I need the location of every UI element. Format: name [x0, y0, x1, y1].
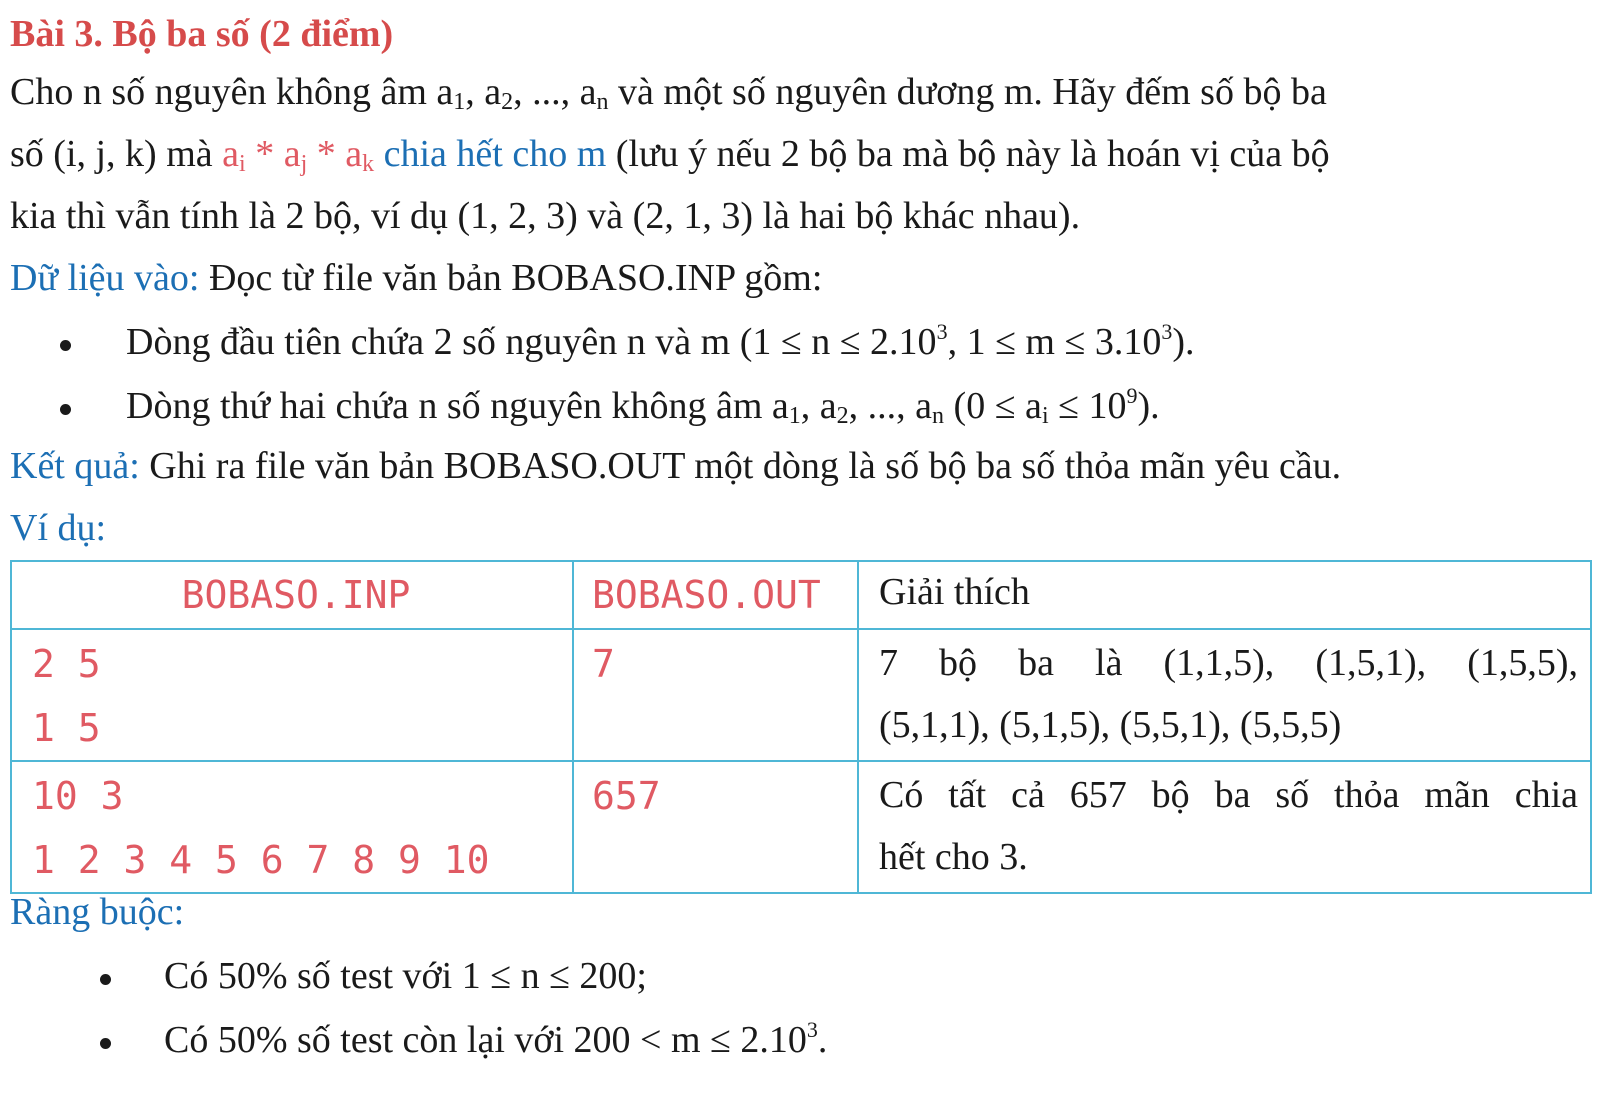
input-section-heading: Dữ liệu vào: Đọc từ file văn bản BOBASO.INP gồm:: [10, 257, 823, 299]
input-bullet-2: Dòng thứ hai chứa n số nguyên không âm $a_1$, $a_2$, ..., $a_n$ $(0 \le a_i \le 10^9)$.: [126, 383, 1160, 429]
constraints-heading: Ràng buộc:: [10, 891, 185, 933]
input-cell: 10 3 1 2 3 4 5 6 7 8 9 10: [11, 761, 573, 893]
header-output-file: BOBASO.OUT: [573, 561, 858, 629]
table-row: [11, 629, 1591, 761]
input-cell: 2 5 1 5: [11, 629, 573, 761]
divisibility-formula: $a_i * a_j * a_k$: [222, 133, 375, 177]
bullet-icon: [60, 404, 71, 415]
explanation-cell: 7 bộ ba là (1,1,5), (1,5,1), (1,5,5), (5,1,1), (5,1,5), (5,5,1), (5,5,5): [858, 629, 1591, 761]
statement-line-1: Cho n số nguyên không âm $a_1$, $a_2$, ..., $a_n$ và một số nguyên dương m. Hãy đếm số bộ ba: [10, 71, 1327, 115]
bullet-icon: [60, 340, 71, 351]
output-section-heading: Kết quả: Ghi ra file văn bản BOBASO.OUT một dòng là số bộ ba số thỏa mãn yêu cầu.: [10, 445, 1342, 487]
constraint-2: Có 50% số test còn lại với $200 < m \le 2.10^3$.: [164, 1017, 828, 1061]
output-cell: 7: [573, 629, 858, 761]
header-explanation: Giải thích: [858, 561, 1591, 629]
table-row: [11, 761, 1591, 893]
problem-title: Bài 3. Bộ ba số (2 điểm): [10, 13, 394, 55]
example-heading: Ví dụ:: [10, 507, 107, 549]
table-header-row: [11, 561, 1591, 629]
statement-line-3: kia thì vẫn tính là 2 bộ, ví dụ (1, 2, 3) và (2, 1, 3) là hai bộ khác nhau).: [10, 195, 1081, 237]
input-bullet-1: Dòng đầu tiên chứa 2 số nguyên n và m ($1 \le n \le 2.10^3$, $1 \le m \le 3.10^3$).: [126, 319, 1195, 363]
bullet-icon: [100, 1038, 111, 1049]
statement-line-2: số (i, j, k) mà $a_i * a_j * a_k$ chia hết cho m (lưu ý nếu 2 bộ ba mà bộ này là hoán vị của bộ: [10, 133, 1330, 177]
example-table: [10, 560, 1592, 894]
header-input-file: BOBASO.INP: [11, 561, 573, 629]
bullet-icon: [100, 974, 111, 985]
output-cell: 657: [573, 761, 858, 893]
constraint-1: Có 50% số test với 1 ≤ n ≤ 200;: [164, 955, 647, 997]
explanation-cell: Có tất cả 657 bộ ba số thỏa mãn chia hết cho 3.: [858, 761, 1591, 893]
